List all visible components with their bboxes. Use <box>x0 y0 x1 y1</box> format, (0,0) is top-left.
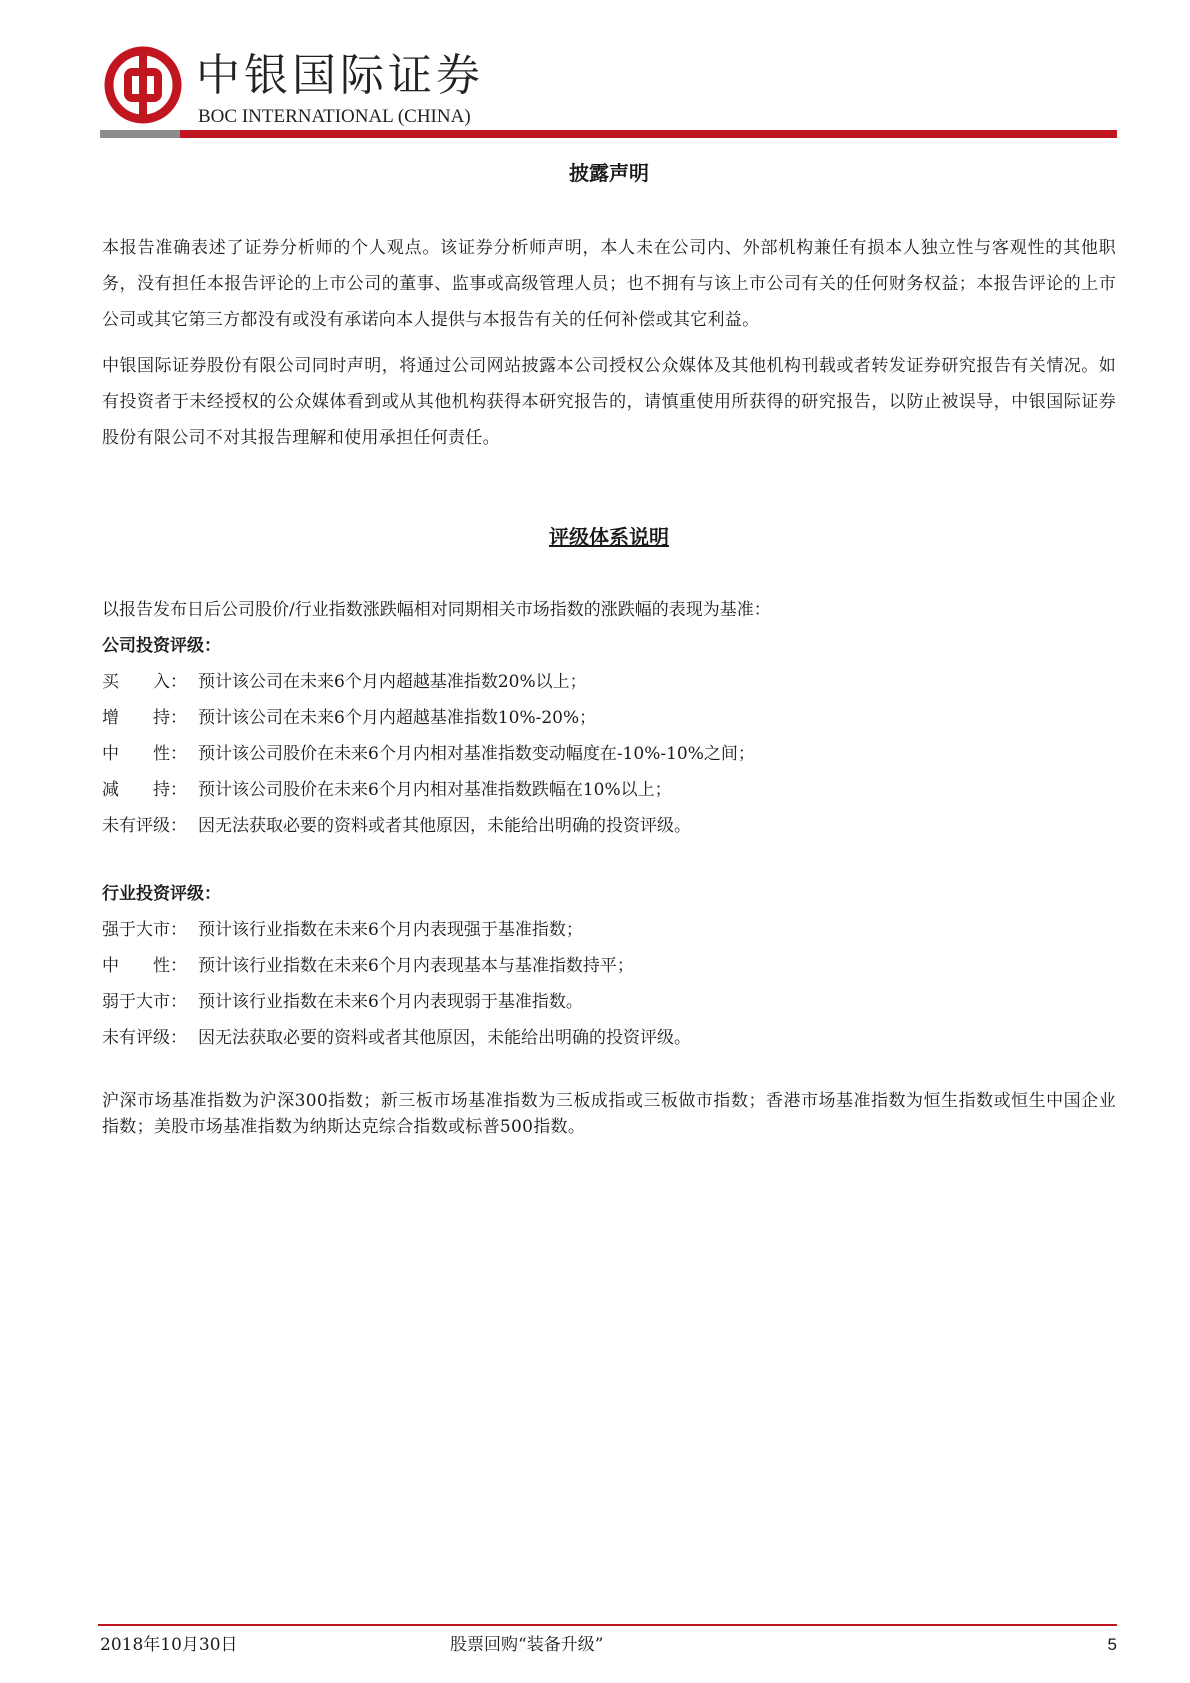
page-number: 5 <box>1107 1635 1117 1654</box>
rating-system-title <box>102 522 1116 552</box>
rating-desc: 预计该公司股价在未来6个月内相对基准指数跌幅在10%以上； <box>198 780 672 800</box>
company-rating-label: 公司投资评级： <box>102 636 221 656</box>
list-item <box>102 664 1116 700</box>
disclosure-paragraph-1: 本报告准确表述了证券分析师的个人观点。该证券分析师声明，本人未在公司内、外部机构兼任有损本人独立性与客观性的其他职务，没有担任本报告评论的上市公司的董事、监事或高级管理人员；也不拥有与该上市公司有关的任何财务权益；本报告评论的上市公司或其它第三方都没有或没有承诺向本人提供与本报告有关的任何补偿或其它利益。 <box>102 238 1116 330</box>
list-item <box>102 808 1116 844</box>
rating-desc: 预计该行业指数在未来6个月内表现强于基准指数； <box>198 920 583 940</box>
company-rating-list <box>102 664 1116 844</box>
list-item <box>102 736 1116 772</box>
benchmark-note: 沪深市场基准指数为沪深300指数；新三板市场基准指数为三板成指或三板做市指数；香港市场基准指数为恒生指数或恒生中国企业指数；美股市场基准指数为纳斯达克综合指数或标普500指数。 <box>102 1091 1116 1137</box>
rating-desc: 因无法获取必要的资料或者其他原因，未能给出明确的投资评级。 <box>198 816 691 836</box>
footer-divider <box>98 1624 1117 1626</box>
page-header <box>100 42 1117 142</box>
rating-term: 减 持： <box>102 780 187 800</box>
boc-logo-icon <box>104 46 182 124</box>
header-divider-gray <box>100 130 180 138</box>
rating-desc: 预计该行业指数在未来6个月内表现基本与基准指数持平； <box>198 956 634 976</box>
industry-rating-label: 行业投资评级： <box>102 884 221 904</box>
brand-name-english: BOC INTERNATIONAL (CHINA) <box>198 106 471 127</box>
rating-term: 增 持： <box>102 708 187 728</box>
rating-desc: 预计该公司股价在未来6个月内相对基准指数变动幅度在-10%-10%之间； <box>198 744 755 764</box>
footer-report-title: 股票回购“装备升级” <box>450 1635 604 1655</box>
rating-term: 未有评级： <box>102 816 187 836</box>
list-item <box>102 700 1116 736</box>
rating-term: 未有评级： <box>102 1028 187 1048</box>
rating-desc: 预计该公司在未来6个月内超越基准指数20%以上； <box>198 672 587 692</box>
main-content <box>102 150 1116 1140</box>
rating-desc: 预计该公司在未来6个月内超越基准指数10%-20%； <box>198 708 597 728</box>
rating-term: 强于大市： <box>102 920 187 940</box>
list-item <box>102 948 1116 984</box>
rating-term: 中 性： <box>102 744 187 764</box>
disclosure-title: 披露声明 <box>569 161 649 185</box>
rating-term: 买 入： <box>102 672 187 692</box>
list-item <box>102 1020 1116 1056</box>
brand-name-chinese: 中银国际证券 <box>196 50 484 101</box>
disclosure-paragraph-2: 中银国际证券股份有限公司同时声明，将通过公司网站披露本公司授权公众媒体及其他机构刊载或者转发证券研究报告有关情况。如有投资者于未经授权的公众媒体看到或从其他机构获得本研究报告的，请慎重使用所获得的研究报告，以防止被误导，中银国际证券股份有限公司不对其报告理解和使用承担任何责任。 <box>102 356 1116 448</box>
rating-desc: 预计该行业指数在未来6个月内表现弱于基准指数。 <box>198 992 583 1012</box>
rating-desc: 因无法获取必要的资料或者其他原因，未能给出明确的投资评级。 <box>198 1028 691 1048</box>
rating-term: 弱于大市： <box>102 992 187 1012</box>
list-item <box>102 912 1116 948</box>
industry-rating-list <box>102 912 1116 1056</box>
list-item <box>102 984 1116 1020</box>
header-divider-red <box>180 130 1117 138</box>
list-item <box>102 772 1116 808</box>
rating-term: 中 性： <box>102 956 187 976</box>
footer-date: 2018年10月30日 <box>100 1635 238 1655</box>
rating-system-title-text: 评级体系说明 <box>549 525 669 549</box>
rating-intro: 以报告发布日后公司股价/行业指数涨跌幅相对同期相关市场指数的涨跌幅的表现为基准： <box>102 600 771 620</box>
